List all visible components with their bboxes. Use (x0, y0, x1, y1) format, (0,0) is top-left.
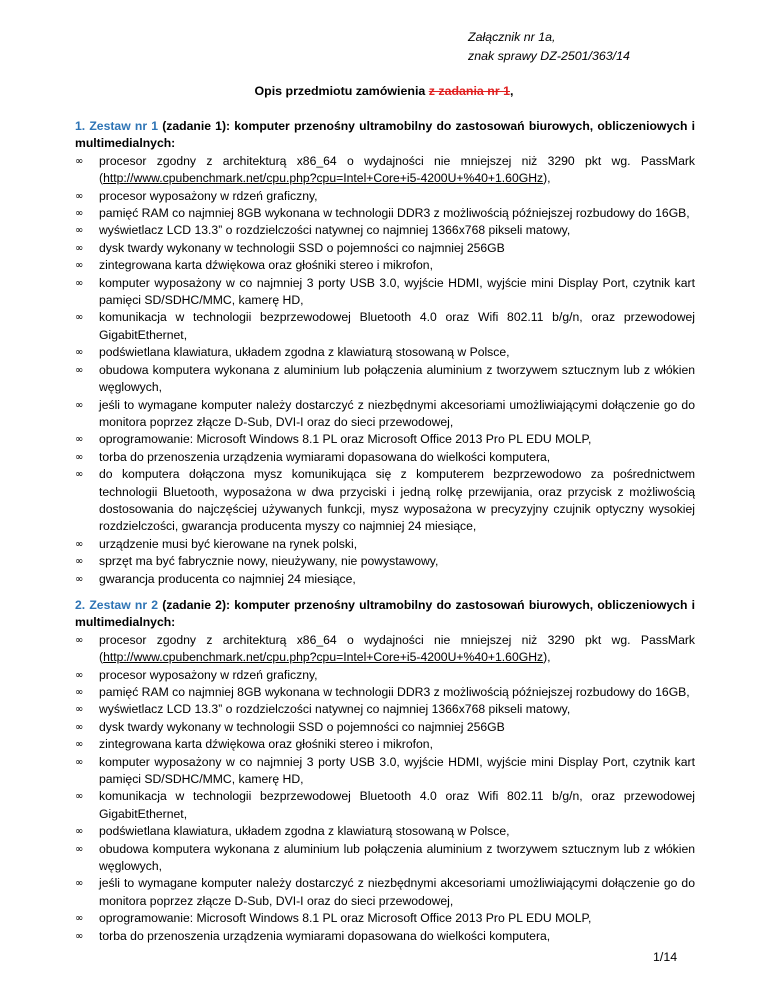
bullet-icon: ∞ (75, 791, 84, 803)
requirement-text: torba do przenoszenia urządzenia wymiarami dopasowana do wielkości komputera, (99, 449, 551, 464)
requirement-item (75, 188, 695, 205)
requirement-text: pamięć RAM co najmniej 8GB wykonana w technologii DDR3 z możliwością późniejszej rozbudowy do 16GB, (99, 206, 690, 221)
requirement-item (75, 362, 695, 397)
requirement-text-after: ), (543, 171, 551, 186)
requirement-item (75, 719, 695, 736)
requirement-item (75, 536, 695, 553)
requirement-item (75, 205, 695, 222)
requirement-text: torba do przenoszenia urządzenia wymiarami dopasowana do wielkości komputera, (99, 928, 551, 943)
requirement-text: wyświetlacz LCD 13.3” o rozdzielczości natywnej co najmniej 1366x768 pikseli matowy, (99, 223, 571, 238)
bullet-icon: ∞ (75, 739, 84, 751)
bullet-icon: ∞ (75, 364, 84, 376)
requirement-text: komputer wyposażony w co najmniej 3 porty USB 3.0, wyjście HDMI, wyjście mini Display Port, czytnik kart pamięci SD/SDHC/MMC, kamerę HD, (99, 754, 695, 787)
requirement-item (75, 684, 695, 701)
section-2 (75, 597, 695, 945)
page-number: 1/14 (653, 950, 678, 964)
title-comma: , (510, 84, 514, 98)
title-main: Opis przedmiotu zamówienia (254, 84, 426, 98)
requirement-text: pamięć RAM co najmniej 8GB wykonana w technologii DDR3 z możliwością późniejszej rozbudowy do 16GB, (99, 685, 690, 699)
requirement-item (75, 449, 695, 466)
requirement-text: zintegrowana karta dźwiękowa oraz głośniki stereo i mikrofon, (99, 258, 433, 273)
case-reference: znak sprawy DZ-2501/363/14 (468, 49, 630, 63)
requirement-text: jeśli to wymagane komputer należy dostarczyć z niezbędnymi akcesoriami umożliwiającymi dołączenie go do monitora poprzez złącze D-Sub, DVI-I oraz do sieci przewodowej, (99, 397, 695, 429)
bullet-icon: ∞ (75, 843, 84, 855)
requirement-text: sprzęt ma być fabrycznie nowy, nieużywany, nie powystawowy, (99, 554, 439, 569)
requirement-item (75, 240, 695, 257)
attachment-reference (468, 28, 630, 66)
bullet-icon: ∞ (75, 878, 84, 890)
bullet-icon: ∞ (75, 312, 84, 324)
bullet-icon: ∞ (75, 399, 84, 411)
requirement-text: urządzenie musi być kierowane na rynek polski, (99, 536, 358, 551)
bullet-icon: ∞ (75, 190, 84, 202)
section-1 (75, 118, 695, 588)
bullet-icon: ∞ (75, 469, 84, 481)
title-struck-text: z zadania nr 1 (428, 84, 510, 98)
requirement-text: zintegrowana karta dźwiękowa oraz głośniki stereo i mikrofon, (99, 737, 433, 752)
section-number: 1. Zestaw nr 1 (75, 119, 159, 133)
section-heading-text: (zadanie 1): komputer przenośny ultramobilny do zastosowań biurowych, obliczeniowych i multimedialnych: (75, 119, 695, 151)
requirement-text: podświetlana klawiatura, układem zgodna z klawiaturą stosowaną w Polsce, (99, 345, 510, 360)
requirement-item (75, 788, 695, 823)
attachment-number: Załącznik nr 1a, (468, 30, 556, 44)
requirement-text-after: ), (543, 650, 551, 665)
bullet-icon: ∞ (75, 260, 84, 272)
bullet-icon: ∞ (75, 556, 84, 568)
document-title (0, 84, 768, 98)
bullet-icon: ∞ (75, 573, 84, 585)
requirement-item (75, 466, 695, 536)
bullet-icon: ∞ (75, 913, 84, 925)
bullet-icon: ∞ (75, 930, 84, 942)
requirement-text: dysk twardy wykonany w technologii SSD o pojemności co najmniej 256GB (99, 240, 505, 255)
bullet-icon: ∞ (75, 155, 84, 167)
bullet-icon: ∞ (75, 669, 84, 681)
requirement-text: obudowa komputera wykonana z aluminium lub połączenia aluminium z tworzywem sztucznym lub z włókien węglowych, (99, 362, 695, 395)
bullet-icon: ∞ (75, 687, 84, 698)
requirement-text: procesor zgodny z architekturą x86_64 o wydajności nie mniejszej niż 3290 pkt wg. PassMark ( (99, 153, 695, 186)
bullet-icon: ∞ (75, 208, 84, 220)
requirement-item (75, 667, 695, 684)
requirement-item (75, 257, 695, 274)
requirement-item (75, 222, 695, 239)
bullet-icon: ∞ (75, 704, 84, 716)
requirement-text: oprogramowanie: Microsoft Windows 8.1 PL oraz Microsoft Office 2013 Pro PL EDU MOLP, (99, 911, 592, 926)
requirement-item (75, 571, 695, 588)
bullet-icon: ∞ (75, 451, 84, 463)
bullet-icon: ∞ (75, 225, 84, 237)
section-number: 2. Zestaw nr 2 (75, 597, 159, 612)
bullet-icon: ∞ (75, 634, 84, 646)
requirement-text: oprogramowanie: Microsoft Windows 8.1 PL oraz Microsoft Office 2013 Pro PL EDU MOLP, (99, 432, 592, 447)
bullet-icon: ∞ (75, 756, 84, 768)
bullet-icon: ∞ (75, 347, 84, 359)
section-heading-text: (zadanie 2): komputer przenośny ultramobilny do zastosowań biurowych, obliczeniowych i multimedialnych: (75, 597, 695, 630)
requirement-item (75, 275, 695, 310)
document-body (75, 118, 695, 954)
passmark-link[interactable]: http://www.cpubenchmark.net/cpu.php?cpu=Intel+Core+i5-4200U+%40+1.60GHz (103, 171, 544, 186)
requirement-item (75, 153, 695, 188)
requirement-text: dysk twardy wykonany w technologii SSD o pojemności co najmniej 256GB (99, 719, 505, 734)
bullet-icon: ∞ (75, 721, 84, 733)
requirement-text: podświetlana klawiatura, układem zgodna z klawiaturą stosowaną w Polsce, (99, 824, 510, 839)
bullet-icon: ∞ (75, 277, 84, 289)
requirement-text: wyświetlacz LCD 13.3” o rozdzielczości natywnej co najmniej 1366x768 pikseli matowy, (99, 702, 571, 717)
passmark-link[interactable]: http://www.cpubenchmark.net/cpu.php?cpu=Intel+Core+i5-4200U+%40+1.60GHz (103, 650, 544, 665)
requirement-text: komunikacja w technologii bezprzewodowej Bluetooth 4.0 oraz Wifi 802.11 b/g/n, oraz przewodowej GigabitEthernet, (99, 310, 695, 342)
requirement-text: jeśli to wymagane komputer należy dostarczyć z niezbędnymi akcesoriami umożliwiającymi dołączenie go do monitora poprzez złącze D-Sub, DVI-I oraz do sieci przewodowej, (99, 876, 695, 908)
requirement-text: procesor zgodny z architekturą x86_64 o wydajności nie mniejszej niż 3290 pkt wg. PassMark ( (99, 632, 695, 665)
requirement-item (75, 397, 695, 432)
requirements-list (75, 632, 695, 945)
requirement-item (75, 928, 695, 945)
requirement-text: do komputera dołączona mysz komunikująca się z komputerem bezprzewodowo za pośrednictwem technologii Bluetooth, wyposażona w dwa przyciski i jedną rolkę przewijania, oraz przycisk z możliwością dostosowania do najczęściej używanych funkcji, mysz wyposażona w precyzyjny czujnik optyczny wysokiej rozdzielczości, gwarancja producenta myszy co najmniej 24 miesiące, (99, 467, 695, 534)
requirement-item (75, 754, 695, 789)
bullet-icon: ∞ (75, 434, 84, 446)
requirement-text: obudowa komputera wykonana z aluminium lub połączenia aluminium z tworzywem sztucznym lub z włókien węglowych, (99, 841, 695, 874)
requirement-text: procesor wyposażony w rdzeń graficzny, (99, 667, 318, 682)
requirement-text: procesor wyposażony w rdzeń graficzny, (99, 188, 318, 203)
requirement-item (75, 431, 695, 448)
requirement-item (75, 875, 695, 910)
requirement-item (75, 736, 695, 753)
requirement-item (75, 910, 695, 927)
requirement-text: komputer wyposażony w co najmniej 3 porty USB 3.0, wyjście HDMI, wyjście mini Display Port, czytnik kart pamięci SD/SDHC/MMC, kamerę HD, (99, 275, 695, 308)
requirement-item (75, 632, 695, 667)
requirement-text: gwarancja producenta co najmniej 24 miesiące, (99, 571, 356, 586)
requirement-item (75, 823, 695, 840)
section-heading (75, 597, 695, 632)
requirement-text: komunikacja w technologii bezprzewodowej Bluetooth 4.0 oraz Wifi 802.11 b/g/n, oraz przewodowej GigabitEthernet, (99, 789, 695, 821)
bullet-icon: ∞ (75, 538, 84, 550)
bullet-icon: ∞ (75, 826, 84, 838)
requirement-item (75, 841, 695, 876)
requirement-item (75, 701, 695, 718)
requirement-item (75, 553, 695, 570)
section-heading (75, 118, 695, 153)
bullet-icon: ∞ (75, 242, 84, 254)
requirements-list (75, 153, 695, 588)
requirement-item (75, 344, 695, 361)
requirement-item (75, 309, 695, 344)
